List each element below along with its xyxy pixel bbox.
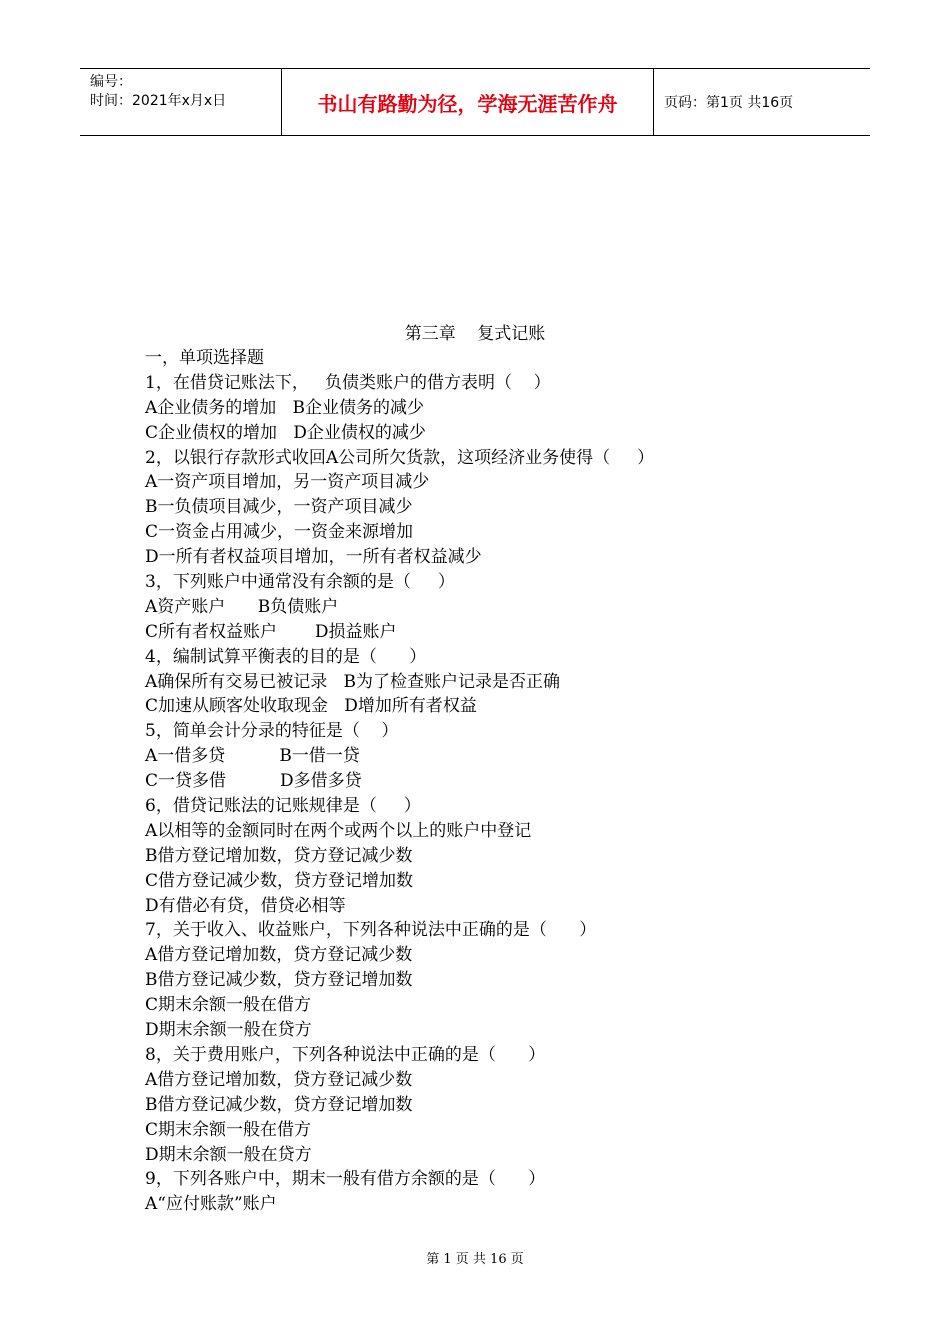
chapter-number: 第三章 <box>404 324 456 344</box>
text-line: A企业债务的增加 B企业债务的减少 <box>145 397 424 418</box>
text-line: 6，借贷记账法的记账规律是（ ） <box>145 796 421 817</box>
header-meta <box>80 69 282 135</box>
text-line: C期末余额一般在借方 <box>145 995 312 1016</box>
text-line: C期末余额一般在借方 <box>145 1119 312 1140</box>
text-line: 8，关于费用账户，下列各种说法中正确的是（ ） <box>145 1044 546 1065</box>
text-line: A“应付账款”账户 <box>145 1194 277 1215</box>
text-line: B一负债项目减少，一资产项目减少 <box>145 497 413 518</box>
text-line: C一资金占用减少，一资金来源增加 <box>145 522 414 543</box>
text-line: B借方登记减少数，贷方登记增加数 <box>145 1094 413 1115</box>
chapter-heading <box>0 322 950 346</box>
text-line: A确保所有交易已被记录 B为了检查账户记录是否正确 <box>145 671 560 692</box>
text-line: 5，简单会计分录的特征是（ ） <box>145 721 399 742</box>
text-line: 2，以银行存款形式收回A公司所欠货款，这项经济业务使得（ ） <box>145 447 655 468</box>
text-line: C借方登记减少数，贷方登记增加数 <box>145 870 414 891</box>
text-line: D期末余额一般在贷方 <box>145 1144 312 1165</box>
chapter-title: 复式记账 <box>477 324 546 344</box>
text-line: A以相等的金额同时在两个或两个以上的账户中登记 <box>145 820 532 841</box>
text-line: A一资产项目增加，另一资产项目减少 <box>145 472 430 493</box>
text-line: A借方登记增加数，贷方登记减少数 <box>145 945 413 966</box>
text-line: C所有者权益账户 D损益账户 <box>145 621 397 642</box>
text-line: D期末余额一般在贷方 <box>145 1020 312 1041</box>
text-line: D有借必有贷，借贷必相等 <box>145 895 346 916</box>
page-header <box>80 68 870 136</box>
text-line: A一借多贷 B一借一贷 <box>145 746 360 767</box>
page-footer: 第 1 页 共 16 页 <box>426 1252 524 1267</box>
header-page-info: 页码：第1页 共16页 <box>664 95 794 111</box>
text-line: 9，下列各账户中，期末一般有借方余额的是（ ） <box>145 1169 546 1190</box>
time-label: 时间：2021年x月x日 <box>90 93 227 109</box>
text-line: B借方登记增加数，贷方登记减少数 <box>145 845 413 866</box>
text-line: A借方登记增加数，贷方登记减少数 <box>145 1069 413 1090</box>
text-line: C企业债权的增加 D企业债权的减少 <box>145 422 426 443</box>
text-line: 4，编制试算平衡表的目的是（ ） <box>145 646 427 667</box>
text-line: C加速从顾客处收取现金 D增加所有者权益 <box>145 696 477 717</box>
text-line: 一，单项选择题 <box>145 348 264 368</box>
text-line: B借方登记减少数，贷方登记增加数 <box>145 970 413 991</box>
text-line: 3，下列账户中通常没有余额的是（ ） <box>145 572 455 593</box>
document-body <box>145 346 865 1217</box>
text-line: C一贷多借 D多借多贷 <box>145 771 362 792</box>
header-motto-cell <box>282 69 654 135</box>
text-line: D一所有者权益项目增加，一所有者权益减少 <box>145 547 482 568</box>
header-motto: 书山有路勤为径，学海无涯苦作舟 <box>317 91 618 116</box>
text-line: 1，在借贷记账法下， 负债类账户的借方表明（ ） <box>145 372 551 393</box>
number-label: 编号： <box>90 74 132 90</box>
text-line: A资产账户 B负债账户 <box>145 596 339 617</box>
text-line: 7，关于收入、收益账户，下列各种说法中正确的是（ ） <box>145 920 597 941</box>
